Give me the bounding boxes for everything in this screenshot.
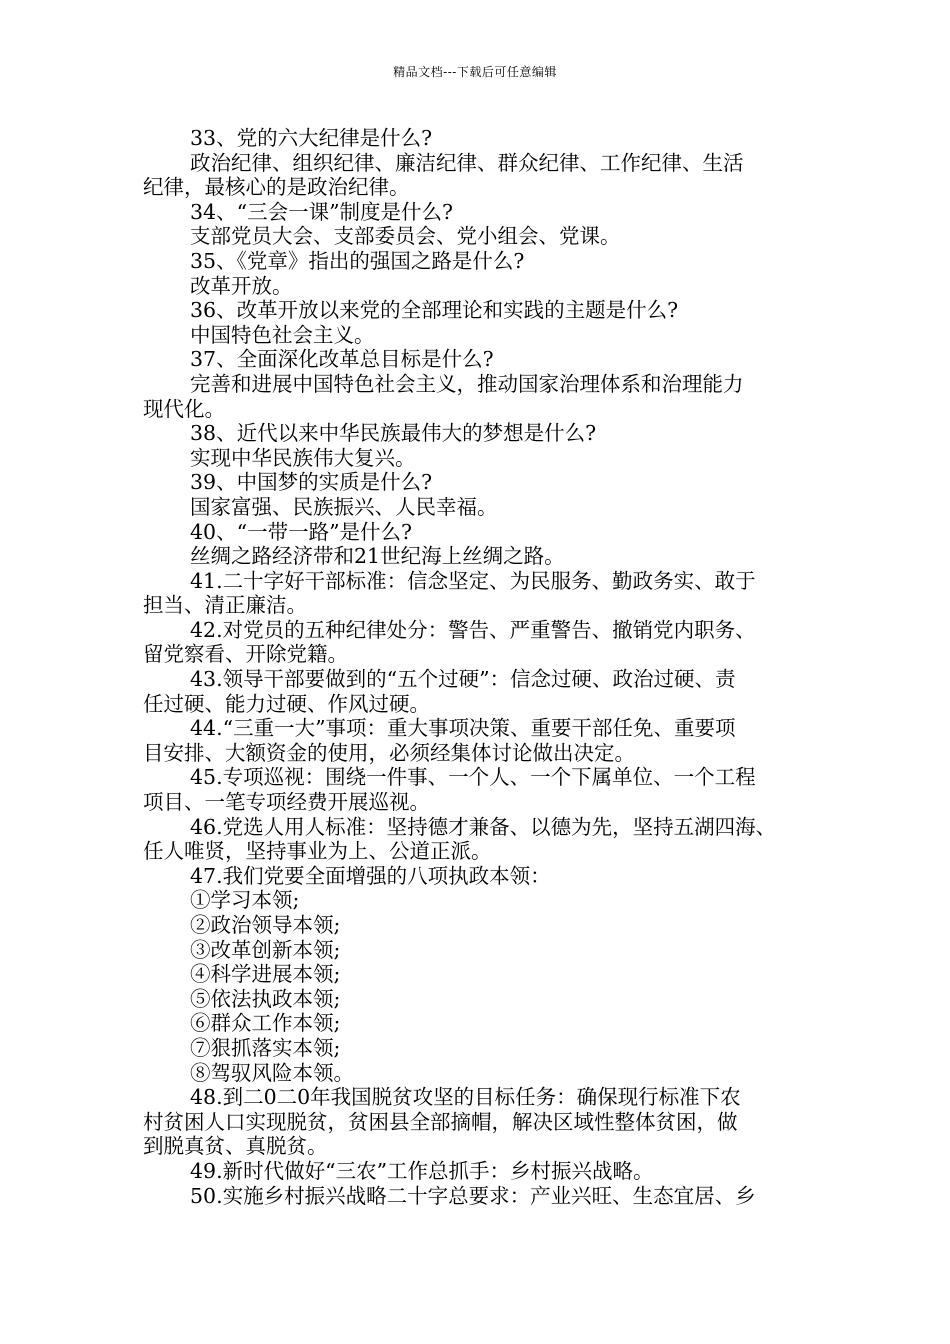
document-body <box>143 126 811 1208</box>
text-line: 村贫困人口实现脱贫，贫困县全部摘帽，解决区域性整体贫困，做 <box>143 1109 738 1134</box>
page-header: 精品文档---下载后可任意编辑 <box>393 65 557 79</box>
text-line: ⑧驾驭风险本领。 <box>190 1060 354 1085</box>
text-line: 47.我们党要全面增强的八项执政本领： <box>190 863 551 888</box>
text-line: 34、“三会一课”制度是什么? <box>190 199 454 224</box>
text-line: 目安排、大额资金的使用，必须经集体讨论做出决定。 <box>143 740 635 765</box>
text-line: 39、中国梦的实质是什么? <box>190 470 433 495</box>
text-line: 到脱真贫、真脱贫。 <box>143 1134 328 1159</box>
text-line: 改革开放。 <box>190 273 293 298</box>
text-line: 44.“三重一大”事项：重大事项决策、重要干部任免、重要项 <box>190 716 736 741</box>
text-line: 留党察看、开除党籍。 <box>143 642 348 667</box>
text-line: 46.党选人用人标准：坚持德才兼备、以德为先，坚持五湖四海、 <box>190 814 777 839</box>
text-line: 任人唯贤，坚持事业为上、公道正派。 <box>143 839 492 864</box>
text-line: 纪律，最核心的是政治纪律。 <box>143 175 410 200</box>
text-line: 43.领导干部要做到的“五个过硬”：信念过硬、政治过硬、责 <box>190 667 736 692</box>
text-line: 50.实施乡村振兴战略二十字总要求：产业兴旺、生态宜居、乡 <box>190 1183 756 1208</box>
text-line: ⑦狠抓落实本领; <box>190 1035 341 1060</box>
text-line: 49.新时代做好“三农”工作总抓手：乡村振兴战略。 <box>190 1158 654 1183</box>
text-line: 37、全面深化改革总目标是什么? <box>190 347 494 372</box>
text-line: 国家富强、民族振兴、人民幸福。 <box>190 494 498 519</box>
text-line: ③改革创新本领; <box>190 937 341 962</box>
text-line: 36、改革开放以来党的全部理论和实践的主题是什么? <box>190 298 679 323</box>
text-line: 35、《党章》指出的强国之路是什么? <box>190 248 525 273</box>
text-line: ⑤依法执政本领; <box>190 986 341 1011</box>
text-line: 政治纪律、组织纪律、廉洁纪律、群众纪律、工作纪律、生活 <box>190 150 744 175</box>
text-line: 45.专项巡视：围绕一件事、一个人、一个下属单位、一个工程 <box>190 765 756 790</box>
text-line: ①学习本领; <box>190 888 300 913</box>
text-line: 40、“一带一路”是什么? <box>190 519 413 544</box>
text-line: 项目、一笔专项经费开展巡视。 <box>143 790 430 815</box>
text-line: ④科学进展本领; <box>190 962 341 987</box>
text-line: 中国特色社会主义。 <box>190 322 375 347</box>
text-line: 33、党的六大纪律是什么? <box>190 126 433 150</box>
text-line: 现代化。 <box>143 396 225 421</box>
text-line: 42.对党员的五种纪律处分：警告、严重警告、撤销党内职务、 <box>190 617 756 642</box>
text-line: 丝绸之路经济带和21世纪海上丝绸之路。 <box>190 544 565 569</box>
text-line: 任过硬、能力过硬、作风过硬。 <box>143 691 430 716</box>
text-line: 41.二十字好干部标准：信念坚定、为民服务、勤政务实、敢于 <box>190 568 756 593</box>
text-line: ②政治领导本领; <box>190 913 341 937</box>
text-line: ⑥群众工作本领; <box>190 1011 341 1036</box>
text-line: 实现中华民族伟大复兴。 <box>190 445 416 470</box>
text-line: 担当、清正廉洁。 <box>143 593 307 618</box>
text-line: 支部党员大会、支部委员会、党小组会、党课。 <box>190 224 621 249</box>
text-line: 48.到二0二0年我国脱贫攻坚的目标任务：确保现行标准下农 <box>190 1085 741 1110</box>
text-line: 完善和进展中国特色社会主义，推动国家治理体系和治理能力 <box>190 371 744 396</box>
text-line: 38、近代以来中华民族最伟大的梦想是什么? <box>190 421 597 446</box>
